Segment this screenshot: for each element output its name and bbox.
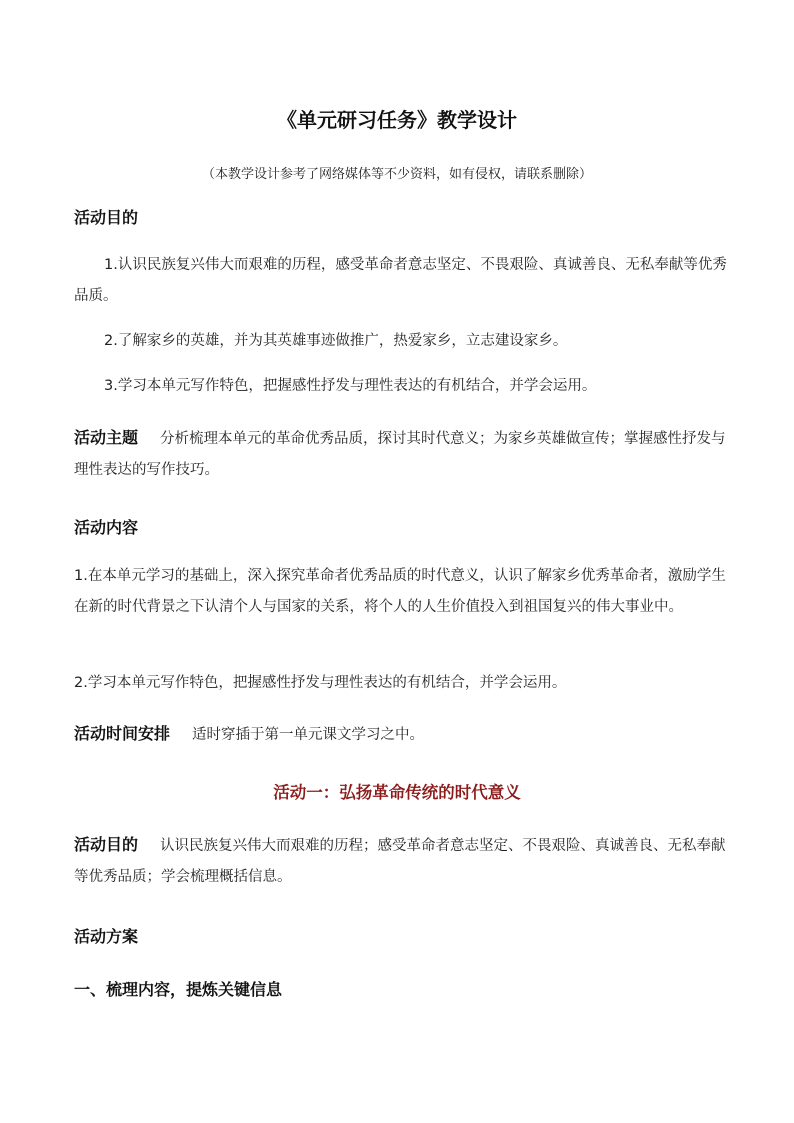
theme-text: 分析梳理本单元的革命优秀品质，探讨其时代意义；为家乡英雄做宣传；掌握感性抒发与理性表达的写作技巧。 [74, 431, 726, 478]
goal-item-3: 3.学习本单元写作特色，把握感性抒发与理性表达的有机结合，并学会运用。 [104, 378, 597, 394]
theme-paragraph [74, 422, 738, 486]
schedule-heading: 活动时间安排 [74, 724, 171, 743]
activity1-goal-text: 认识民族复兴伟大而艰难的历程；感受革命者意志坚定、不畏艰险、真诚善良、无私奉献等优秀品质；学会梳理概括信息。 [74, 838, 726, 885]
theme-heading: 活动主题 [74, 428, 139, 447]
schedule-text: 适时穿插于第一单元课文学习之中。 [192, 727, 425, 743]
activity1-goal-heading: 活动目的 [74, 835, 139, 854]
content-heading: 活动内容 [74, 518, 139, 537]
content-item-2: 2.学习本单元写作特色，把握感性抒发与理性表达的有机结合，并学会运用。 [74, 675, 567, 691]
goal-heading: 活动目的 [74, 208, 139, 227]
goal-item-1: 1.认识民族复兴伟大而艰难的历程，感受革命者意志坚定、不畏艰险、真诚善良、无私奉献等优秀品质。 [74, 257, 727, 304]
section1-heading: 一、梳理内容，提炼关键信息 [74, 980, 283, 999]
plan-heading: 活动方案 [74, 927, 139, 946]
activity1-goal-paragraph [74, 829, 738, 893]
activity1-title: 活动一：弘扬革命传统的时代意义 [273, 783, 521, 802]
document-title: 《单元研习任务》教学设计 [277, 108, 517, 132]
document-subtitle: （本教学设计参考了网络媒体等不少资料，如有侵权，请联系删除） [201, 167, 592, 182]
goal-item-2: 2.了解家乡的英雄，并为其英雄事迹做推广，热爱家乡，立志建设家乡。 [104, 333, 568, 349]
schedule-paragraph [74, 718, 738, 751]
content-item-1: 1.在本单元学习的基础上，深入探究革命者优秀品质的时代意义，认识了解家乡优秀革命者，激励学生在新的时代背景之下认清个人与国家的关系，将个人的人生价值投入到祖国复兴的伟大事业中。 [74, 568, 726, 615]
